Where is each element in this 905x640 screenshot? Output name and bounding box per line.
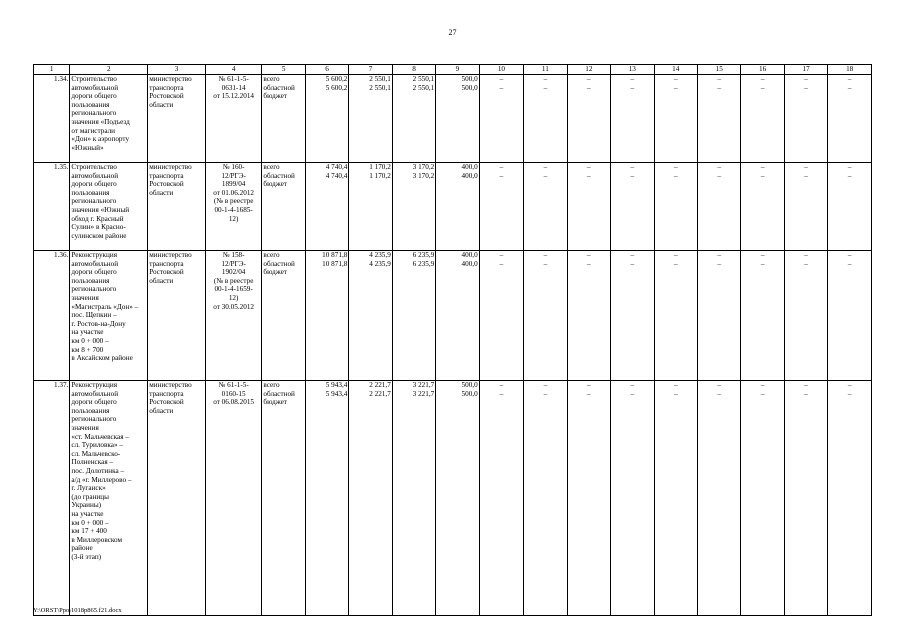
amount-value: 1 170,2 [369, 163, 391, 171]
amount-value: 500,0 [461, 75, 478, 83]
organization-cell [148, 75, 206, 163]
dash-mark: – [804, 163, 808, 171]
cell-text-line: 12/РГЭ- [221, 171, 246, 180]
amount-value: 3 221,7 [412, 381, 435, 389]
cell-text-line: сл. Туриловка» – [71, 441, 123, 450]
funding-source-cell [262, 251, 305, 381]
cell-text-line: (№ в реестре [213, 197, 254, 206]
column-number-cell: 10 [479, 65, 523, 75]
cell-text-line: в Миллеровском [71, 535, 123, 544]
cell-text-line: сл. Мальчевско- [71, 449, 121, 458]
dash-mark: – [804, 259, 808, 268]
cell-text-line: г. Луганск» [71, 484, 106, 493]
dash-mark: – [804, 171, 808, 180]
dash-mark: – [760, 381, 765, 389]
dash-mark: – [804, 83, 808, 92]
dash-mark: – [717, 389, 721, 398]
amount-cell [305, 163, 348, 251]
table-row [34, 163, 872, 251]
amount-value: 400,0 [461, 251, 478, 259]
amount-value: 5 600,2 [325, 75, 348, 83]
column-number-cell: 5 [262, 65, 305, 75]
dash-mark: – [717, 163, 721, 171]
column-number-row [34, 65, 872, 75]
organization-cell [148, 251, 206, 381]
cell-text-line: районе [71, 544, 93, 553]
cell-text-line: дороги общего [71, 268, 117, 277]
empty-year-cell [654, 251, 697, 381]
cell-text-line: пос. Долотинка – [71, 466, 125, 475]
column-number-cell: 2 [70, 65, 148, 75]
empty-year-cell [567, 381, 610, 616]
empty-year-cell [784, 251, 827, 381]
cell-text-line: транспорта [149, 83, 184, 92]
amount-value: 500,0 [461, 83, 478, 92]
cell-text-line: на участке [71, 509, 104, 518]
amount-cell [349, 381, 392, 616]
cell-text-line: 00-1-4-1659- [214, 285, 253, 294]
dash-mark: – [847, 259, 852, 268]
dash-mark: – [760, 389, 765, 398]
amount-value: 5 943,4 [325, 389, 348, 398]
dash-mark: – [760, 259, 765, 268]
column-number-cell: 4 [205, 65, 262, 75]
empty-year-cell [524, 163, 567, 251]
empty-year-cell [784, 75, 827, 163]
cell-text-line: Строительство [71, 163, 117, 171]
dash-mark: – [673, 83, 678, 92]
dash-mark: – [630, 163, 635, 171]
empty-year-cell [654, 163, 697, 251]
cell-text-line: области [149, 100, 174, 109]
dash-mark: – [499, 83, 504, 92]
funding-source-cell [262, 381, 305, 616]
amount-cell [436, 251, 479, 381]
cell-text-line: Реконструкция [71, 251, 118, 259]
column-number-cell: 15 [697, 65, 740, 75]
amount-value: 400,0 [461, 171, 478, 180]
empty-year-cell [611, 163, 654, 251]
cell-text-line: на участке [71, 328, 104, 337]
amount-cell [349, 163, 392, 251]
empty-year-cell [697, 251, 740, 381]
funding-source-total: всего [263, 163, 280, 171]
cell-text-line: Ростовской [149, 398, 184, 407]
cell-text-line: в Аксайском районе [71, 354, 133, 363]
cell-text-line: автомобильной [71, 83, 119, 92]
program-table [33, 64, 872, 616]
amount-cell [305, 251, 348, 381]
column-number-cell: 6 [305, 65, 348, 75]
empty-year-cell [828, 381, 872, 616]
cell-text-line: Полненская – [71, 458, 114, 467]
cell-text-line: № 61-1-5- [218, 381, 249, 389]
amount-cell [305, 381, 348, 616]
dash-mark: – [673, 171, 678, 180]
cell-text-line: пользования [71, 276, 110, 285]
empty-year-cell [784, 381, 827, 616]
empty-year-cell [524, 75, 567, 163]
page-number: 27 [448, 28, 457, 37]
dash-mark: – [543, 83, 548, 92]
column-number-cell: 13 [611, 65, 654, 75]
cell-text-line: министерство [149, 381, 192, 389]
column-number-cell: 18 [828, 65, 872, 75]
cell-text-line: значения [71, 293, 99, 302]
empty-year-cell [654, 381, 697, 616]
row-number: 1.36. [34, 251, 70, 381]
dash-mark: – [847, 75, 852, 83]
object-name-cell [70, 381, 148, 616]
empty-year-cell [741, 163, 784, 251]
cell-text-line: г. Ростов-на-Дону [71, 319, 126, 328]
cell-text-line: 0631-14 [221, 83, 246, 92]
dash-mark: – [499, 163, 504, 171]
funding-source-regional: областной бюджет [263, 389, 295, 407]
cell-text-line: (до границы [71, 492, 109, 501]
cell-text-line: № 160- [222, 163, 245, 171]
dash-mark: – [673, 389, 678, 398]
row-number: 1.34. [34, 75, 70, 163]
amount-value: 2 550,1 [369, 75, 391, 83]
amount-value: 3 170,2 [412, 171, 435, 180]
empty-year-cell [567, 75, 610, 163]
dash-mark: – [587, 259, 591, 268]
dash-mark: – [847, 381, 852, 389]
cell-text-line: Украины) [71, 501, 102, 510]
dash-mark: – [673, 75, 678, 83]
cell-text-line: от 06.08.2015 [213, 398, 255, 407]
amount-cell [392, 381, 435, 616]
dash-mark: – [587, 389, 591, 398]
cell-text-line: автомобильной [71, 389, 119, 398]
funding-source-total: всего [263, 251, 280, 259]
amount-value: 2 550,1 [412, 83, 435, 92]
cell-text-line: пользования [71, 406, 110, 415]
amount-value: 3 221,7 [412, 389, 435, 398]
dash-mark: – [717, 75, 721, 83]
column-number-cell: 1 [34, 65, 70, 75]
dash-mark: – [630, 389, 635, 398]
cell-text-line: «Магистраль «Дон» – [71, 302, 139, 311]
cell-text-line: значения [71, 423, 99, 432]
dash-mark: – [717, 171, 721, 180]
cell-text-line: пользования [71, 188, 110, 197]
amount-cell [349, 251, 392, 381]
column-number-cell: 3 [148, 65, 206, 75]
empty-year-cell [741, 381, 784, 616]
cell-text-line: 12) [228, 214, 239, 223]
dash-mark: – [673, 251, 678, 259]
cell-text-line: сулинском районе [71, 231, 127, 240]
dash-mark: – [587, 75, 591, 83]
amount-value: 500,0 [461, 389, 478, 398]
cell-text-line: регионального [71, 197, 117, 206]
dash-mark: – [804, 381, 808, 389]
cell-text-line: пос. Щепкин – [71, 311, 117, 320]
dash-mark: – [587, 83, 591, 92]
cell-text-line: министерство [149, 251, 192, 259]
dash-mark: – [499, 389, 504, 398]
cell-text-line: № 61-1-5- [218, 75, 249, 83]
funding-source-total: всего [263, 75, 280, 83]
cell-text-line: от 01.06.2012 [213, 188, 255, 197]
cell-text-line: автомобильной [71, 259, 119, 268]
dash-mark: – [673, 163, 678, 171]
empty-year-cell [741, 75, 784, 163]
dash-mark: – [543, 389, 548, 398]
dash-mark: – [804, 251, 808, 259]
amount-value: 2 221,7 [369, 381, 391, 389]
empty-year-cell [741, 251, 784, 381]
cell-text-line: от магистрали [71, 126, 116, 135]
amount-value: 400,0 [461, 163, 478, 171]
empty-year-cell [567, 251, 610, 381]
cell-text-line: 00-1-4-1685- [214, 205, 253, 214]
column-number-cell: 16 [741, 65, 784, 75]
dash-mark: – [499, 251, 504, 259]
dash-mark: – [673, 381, 678, 389]
funding-source-regional: областной бюджет [263, 83, 295, 101]
dash-mark: – [630, 83, 635, 92]
cell-text-line: обход г. Красный [71, 214, 124, 223]
empty-year-cell [567, 163, 610, 251]
dash-mark: – [543, 163, 548, 171]
empty-year-cell [479, 381, 523, 616]
dash-mark: – [587, 251, 591, 259]
cell-text-line: регионального [71, 415, 117, 424]
cell-text-line: министерство [149, 75, 192, 83]
funding-source-cell [262, 163, 305, 251]
dash-mark: – [587, 171, 591, 180]
dash-mark: – [760, 163, 765, 171]
document-cell [205, 163, 262, 251]
cell-text-line: Сулин» в Красно- [71, 223, 126, 232]
cell-text-line: дороги общего [71, 398, 117, 407]
amount-cell [349, 75, 392, 163]
cell-text-line: транспорта [149, 171, 184, 180]
amount-value: 4 740,4 [325, 171, 348, 180]
document-cell [205, 75, 262, 163]
amount-cell [436, 381, 479, 616]
empty-year-cell [697, 163, 740, 251]
row-number: 1.35. [34, 163, 70, 251]
empty-year-cell [828, 75, 872, 163]
amount-value: 6 235,9 [412, 259, 435, 268]
column-number-cell: 9 [436, 65, 479, 75]
dash-mark: – [717, 259, 721, 268]
dash-mark: – [587, 381, 591, 389]
cell-text-line: км 8 + 700 [71, 345, 104, 354]
empty-year-cell [697, 75, 740, 163]
dash-mark: – [717, 251, 721, 259]
dash-mark: – [543, 259, 548, 268]
cell-text-line: Строительство [71, 75, 117, 83]
empty-year-cell [611, 75, 654, 163]
empty-year-cell [524, 381, 567, 616]
cell-text-line: 1899/04 [221, 180, 246, 189]
funding-source-total: всего [263, 381, 280, 389]
column-number-cell: 8 [392, 65, 435, 75]
dash-mark: – [847, 251, 852, 259]
cell-text-line: Ростовской [149, 180, 184, 189]
object-name-cell [70, 251, 148, 381]
empty-year-cell [479, 163, 523, 251]
column-number-cell: 11 [524, 65, 567, 75]
dash-mark: – [717, 83, 721, 92]
dash-mark: – [543, 171, 548, 180]
table-row [34, 251, 872, 381]
table-row [34, 381, 872, 616]
cell-text-line: 1902/04 [221, 268, 246, 277]
funding-source-regional: областной бюджет [263, 259, 295, 277]
empty-year-cell [828, 163, 872, 251]
cell-text-line: пользования [71, 100, 110, 109]
cell-text-line: «Южный» [71, 143, 104, 152]
cell-text-line: км 17 + 400 [71, 527, 107, 536]
column-number-cell: 14 [654, 65, 697, 75]
object-name-cell [70, 163, 148, 251]
dash-mark: – [760, 83, 765, 92]
dash-mark: – [630, 251, 635, 259]
amount-cell [436, 163, 479, 251]
dash-mark: – [804, 75, 808, 83]
cell-text-line: дороги общего [71, 180, 117, 189]
cell-text-line: 12) [228, 293, 239, 302]
dash-mark: – [847, 163, 852, 171]
file-path-footer: Y:\ORST\Ppo\1018p865.f21.docx [33, 607, 122, 614]
amount-value: 500,0 [461, 381, 478, 389]
amount-value: 10 871,8 [322, 259, 348, 268]
dash-mark: – [630, 171, 635, 180]
cell-text-line: автомобильной [71, 171, 119, 180]
cell-text-line: «Дон» к аэропорту [71, 135, 130, 144]
dash-mark: – [717, 381, 721, 389]
cell-text-line: транспорта [149, 389, 184, 398]
cell-text-line: регионального [71, 285, 117, 294]
funding-source-cell [262, 75, 305, 163]
dash-mark: – [847, 83, 852, 92]
amount-value: 2 221,7 [369, 389, 391, 398]
cell-text-line: 12/РГЭ- [221, 259, 246, 268]
cell-text-line: км 0 + 000 – [71, 518, 109, 527]
empty-year-cell [611, 381, 654, 616]
dash-mark: – [499, 381, 504, 389]
cell-text-line: значения «Подъезд [71, 117, 130, 126]
dash-mark: – [543, 381, 548, 389]
amount-cell [436, 75, 479, 163]
cell-text-line: значения «Южный [71, 205, 130, 214]
amount-cell [392, 75, 435, 163]
cell-text-line: транспорта [149, 259, 184, 268]
dash-mark: – [543, 75, 548, 83]
column-number-cell: 12 [567, 65, 610, 75]
cell-text-line: Реконструкция [71, 381, 118, 389]
cell-text-line: Ростовской [149, 268, 184, 277]
cell-text-line: области [149, 406, 174, 415]
dash-mark: – [543, 251, 548, 259]
amount-value: 5 600,2 [325, 83, 348, 92]
amount-value: 4 235,9 [369, 251, 391, 259]
dash-mark: – [760, 251, 765, 259]
amount-value: 6 235,9 [412, 251, 435, 259]
amount-value: 1 170,2 [369, 171, 391, 180]
cell-text-line: Ростовской [149, 92, 184, 101]
empty-year-cell [654, 75, 697, 163]
cell-text-line: км 0 + 000 – [71, 336, 109, 345]
amount-value: 2 550,1 [369, 83, 391, 92]
cell-text-line: (№ в реестре [213, 276, 254, 285]
cell-text-line: (3-й этап) [71, 552, 102, 561]
organization-cell [148, 381, 206, 616]
cell-text-line: от 15.12.2014 [213, 92, 255, 101]
document-cell [205, 251, 262, 381]
dash-mark: – [630, 75, 635, 83]
organization-cell [148, 163, 206, 251]
dash-mark: – [847, 171, 852, 180]
column-number-cell: 17 [784, 65, 827, 75]
amount-value: 400,0 [461, 259, 478, 268]
column-number-cell: 7 [349, 65, 392, 75]
dash-mark: – [804, 389, 808, 398]
amount-value: 10 871,8 [322, 251, 348, 259]
empty-year-cell [479, 75, 523, 163]
table-row [34, 75, 872, 163]
dash-mark: – [587, 163, 591, 171]
cell-text-line: «ст. Мальчевская – [71, 432, 129, 441]
dash-mark: – [630, 381, 635, 389]
cell-text-line: а/д «г. Миллерово – [71, 475, 132, 484]
dash-mark: – [499, 171, 504, 180]
dash-mark: – [760, 171, 765, 180]
dash-mark: – [760, 75, 765, 83]
amount-cell [305, 75, 348, 163]
object-name-cell [70, 75, 148, 163]
dash-mark: – [673, 259, 678, 268]
empty-year-cell [524, 251, 567, 381]
dash-mark: – [630, 259, 635, 268]
amount-value: 3 170,2 [412, 163, 435, 171]
funding-source-regional: областной бюджет [263, 171, 295, 189]
cell-text-line: министерство [149, 163, 192, 171]
empty-year-cell [697, 381, 740, 616]
cell-text-line: области [149, 276, 174, 285]
dash-mark: – [499, 75, 504, 83]
cell-text-line: дороги общего [71, 92, 117, 101]
amount-value: 4 235,9 [369, 259, 391, 268]
empty-year-cell [479, 251, 523, 381]
cell-text-line: регионального [71, 109, 117, 118]
cell-text-line: области [149, 188, 174, 197]
cell-text-line: № 158- [222, 251, 245, 259]
document-cell [205, 381, 262, 616]
amount-value: 2 550,1 [412, 75, 435, 83]
amount-value: 5 943,4 [325, 381, 348, 389]
cell-text-line: от 30.05.2012 [213, 302, 255, 311]
dash-mark: – [499, 259, 504, 268]
empty-year-cell [828, 251, 872, 381]
amount-cell [392, 251, 435, 381]
dash-mark: – [847, 389, 852, 398]
amount-cell [392, 163, 435, 251]
cell-text-line: 0160-15 [221, 389, 246, 398]
empty-year-cell [784, 163, 827, 251]
amount-value: 4 740,4 [325, 163, 348, 171]
row-number: 1.37. [34, 381, 70, 616]
empty-year-cell [611, 251, 654, 381]
